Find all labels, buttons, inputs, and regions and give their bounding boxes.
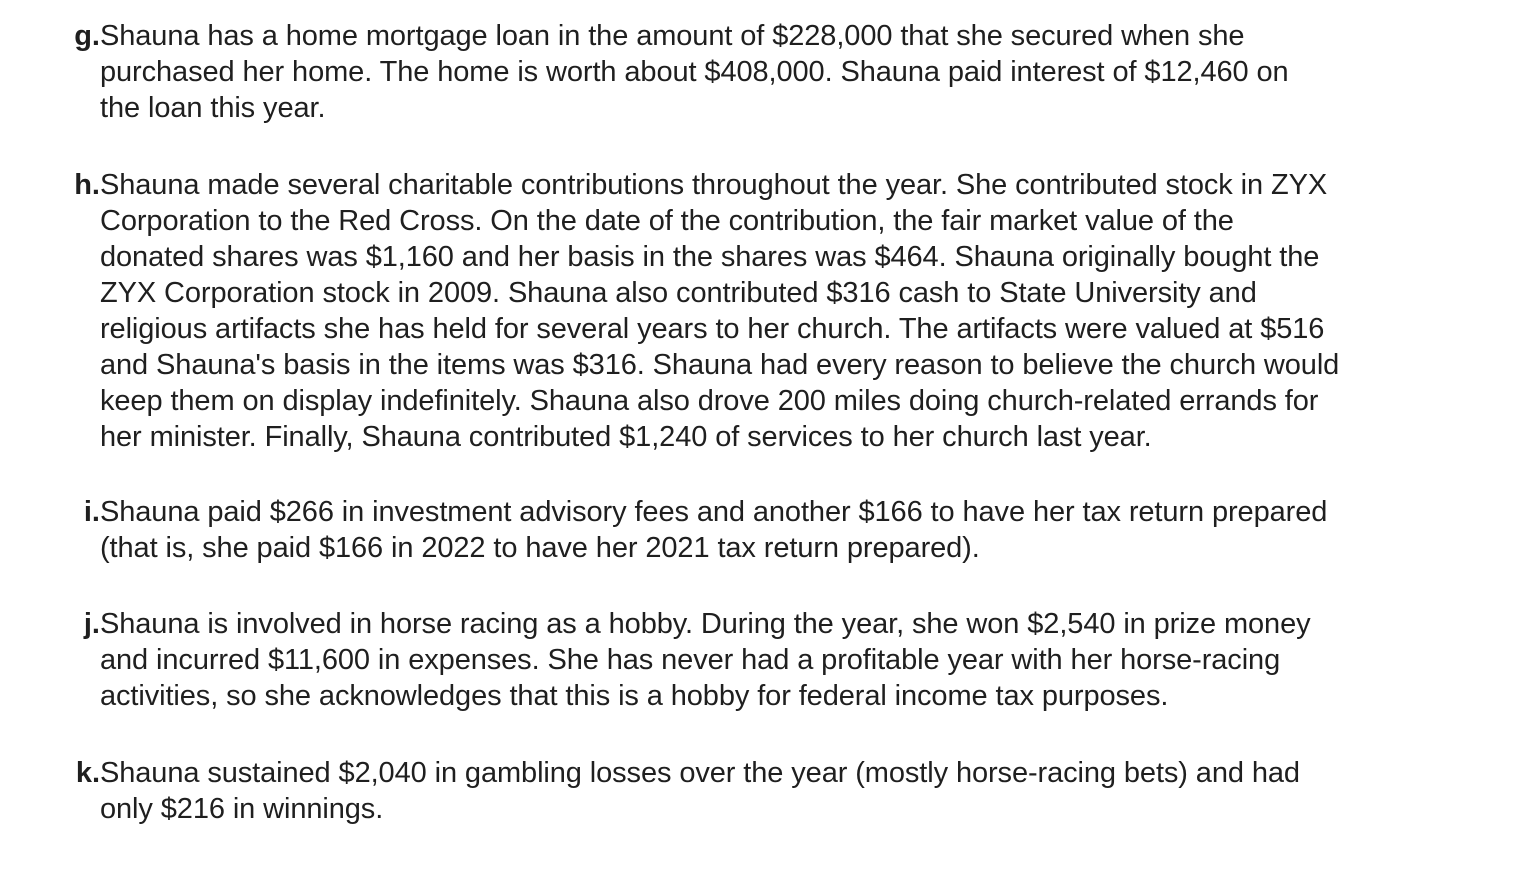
item-marker: g.	[74, 20, 100, 52]
item-marker: i.	[83, 496, 100, 528]
item-marker: h.	[74, 169, 100, 201]
text-line: purchased her home. The home is worth about $408,000. Shauna paid interest of $12,460 on	[100, 56, 1289, 88]
text-line: donated shares was $1,160 and her basis in the shares was $464. Shauna originally bought the	[100, 241, 1320, 273]
text-line: and Shauna's basis in the items was $316. Shauna had every reason to believe the church would	[100, 349, 1340, 381]
text-line: Shauna paid $266 in investment advisory fees and another $166 to have her tax return prepared	[100, 496, 1328, 528]
text-line: Shauna has a home mortgage loan in the amount of $228,000 that she secured when she	[100, 20, 1245, 52]
text-line: her minister. Finally, Shauna contributed $1,240 of services to her church last year.	[100, 421, 1152, 453]
text-line: Shauna is involved in horse racing as a hobby. During the year, she won $2,540 in prize money	[100, 608, 1311, 640]
item-text	[100, 606, 1464, 714]
text-line: the loan this year.	[100, 92, 326, 124]
text-line: only $216 in winnings.	[100, 793, 384, 825]
item-text	[100, 18, 1464, 126]
item-text	[100, 755, 1464, 827]
text-line: keep them on display indefinitely. Shauna also drove 200 miles doing church-related errands for	[100, 385, 1319, 417]
text-line: Shauna made several charitable contributions throughout the year. She contributed stock in ZYX	[100, 169, 1328, 201]
text-line: Corporation to the Red Cross. On the date of the contribution, the fair market value of the	[100, 205, 1234, 237]
text-line: religious artifacts she has held for several years to her church. The artifacts were valued at $516	[100, 313, 1325, 345]
text-line: and incurred $11,600 in expenses. She has never had a profitable year with her horse-racing	[100, 644, 1281, 676]
list-item-k	[64, 755, 1464, 827]
list-item-j	[64, 606, 1464, 714]
list-item-g	[64, 18, 1464, 126]
item-text	[100, 494, 1464, 566]
list-item-i	[64, 494, 1464, 566]
text-line: ZYX Corporation stock in 2009. Shauna also contributed $316 cash to State University and	[100, 277, 1257, 309]
text-line: Shauna sustained $2,040 in gambling losses over the year (mostly horse-racing bets) and had	[100, 757, 1300, 789]
text-line: activities, so she acknowledges that this is a hobby for federal income tax purposes.	[100, 680, 1169, 712]
text-line: (that is, she paid $166 in 2022 to have her 2021 tax return prepared).	[100, 532, 980, 564]
list-item-h	[64, 167, 1464, 455]
item-marker: j.	[83, 608, 100, 640]
item-marker: k.	[75, 757, 100, 789]
item-text	[100, 167, 1464, 455]
